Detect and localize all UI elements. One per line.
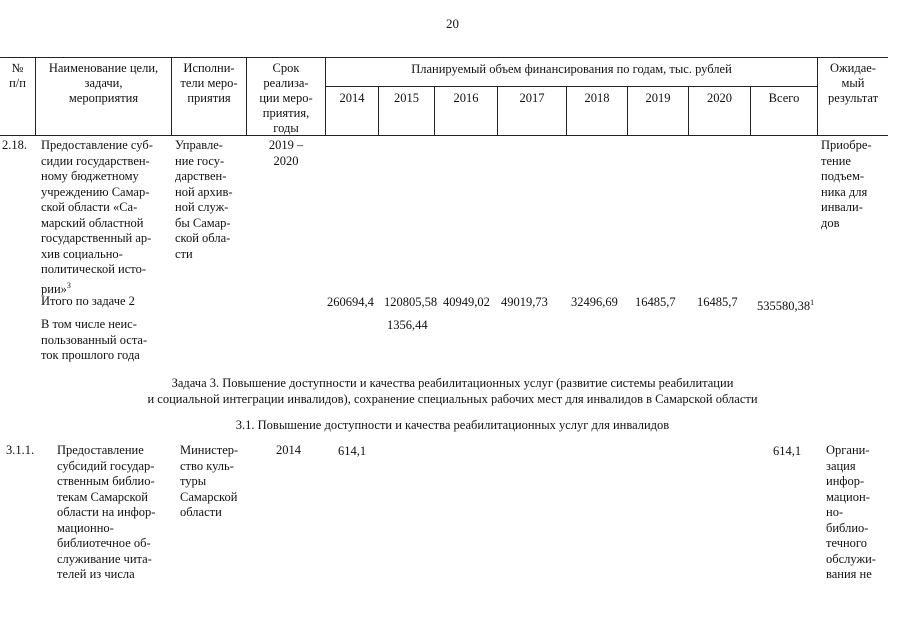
header-year-2019: 2019 <box>645 91 671 105</box>
header-name: Наименование цели, задачи, мероприятия <box>48 61 159 105</box>
row-3-1-1-2014: 614,1 <box>338 444 367 458</box>
total-2020: 16485,7 <box>697 295 738 309</box>
header-year-2014: 2014 <box>339 91 365 105</box>
header-year-2016: 2016 <box>453 91 479 105</box>
header-term: Срок реализа- ции меро- приятия, годы <box>259 61 313 135</box>
header-result: Ожидае- мый результат <box>827 61 879 105</box>
row-2-18-result: Приобре- тение подъем- ника для инвали- дов <box>821 138 872 230</box>
incl-label: В том числе неис- пользованный оста- ток прошлого года <box>41 317 148 362</box>
header-year-2015: 2015 <box>394 91 419 105</box>
row-3-1-1-exec: Министер- ство куль- туры Самарской области <box>180 443 239 519</box>
row-3-1-1-name: Предоставление субсидий государ- ственным библио- текам Самарской области на инфор- мационно- библиотечное об- служивание чита- телей из числа <box>57 443 156 581</box>
row-2-18-term: 2019 – 2020 <box>268 138 304 168</box>
row-3-1-1-num: 3.1.1. <box>6 443 35 457</box>
years-divider-line <box>325 86 817 87</box>
row-3-1-1-result: Органи- зация инфор- мацион- но- библио- течного обслужи- вания не <box>826 443 876 581</box>
task3-title-line2: и социальной интеграции инвалидов), сохранение специальных рабочих мест для инвалидов в Самарской области <box>147 392 758 406</box>
row-3-1-1-total: 614,1 <box>773 444 802 458</box>
page-number: 20 <box>446 16 459 31</box>
header-num: № п/п <box>9 61 26 90</box>
header-year-2017: 2017 <box>519 91 545 105</box>
total-task2-label: Итого по задаче 2 <box>41 294 135 308</box>
total-2019: 16485,7 <box>635 295 676 309</box>
row-2-18-num: 2.18. <box>2 138 27 152</box>
row-2-18-name: Предоставление суб- сидии государствен- ному бюджетному учреждению Самар- ской области «Са- марский областной государственный ар- хив социально- политической исто- рии»$^3$ <box>41 138 153 296</box>
incl-2015: 1356,44 <box>387 318 428 332</box>
total-2015: 120805,58 <box>384 295 438 309</box>
row-3-1-1-term: 2014 <box>276 443 301 457</box>
header-exec: Исполни- тели меро- приятия <box>180 61 238 105</box>
total-all: 535580,38$^1$ <box>757 298 815 314</box>
subtask-3-1-title: 3.1. Повышение доступности и качества реабилитационных услуг для инвалидов <box>235 418 670 432</box>
header-year-total: Всего <box>768 91 800 105</box>
header-bottom-line <box>0 135 888 136</box>
header-top-line <box>0 57 888 58</box>
row-2-18-exec: Управле- ние госу- дарствен- ной архив- ной служ- бы Самар- ской обла- сти <box>175 138 233 261</box>
header-year-2020: 2020 <box>707 91 732 105</box>
total-2017: 49019,73 <box>501 295 548 309</box>
task3-title-line1: Задача 3. Повышение доступности и качества реабилитационных услуг (развитие системы реабилитации <box>171 376 734 390</box>
header-year-2018: 2018 <box>584 91 610 105</box>
total-2014: 260694,4 <box>327 295 374 309</box>
total-2018: 32496,69 <box>571 295 618 309</box>
header-financing: Планируемый объем финансирования по годам, тыс. рублей <box>411 62 732 76</box>
total-2016: 40949,02 <box>443 295 490 309</box>
